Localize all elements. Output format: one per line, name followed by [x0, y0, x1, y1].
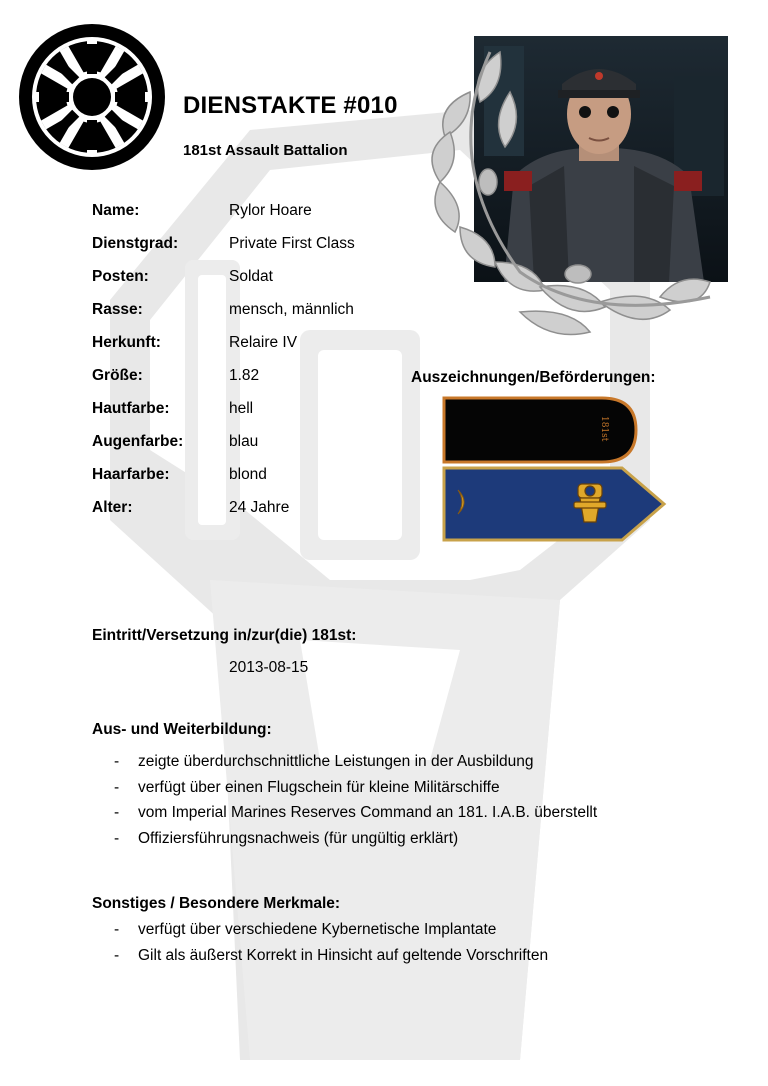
shoulder-board-label: 181st [599, 416, 609, 442]
info-label: Dienstgrad: [92, 235, 179, 252]
entry-date: 2013-08-15 [229, 659, 309, 676]
info-label: Alter: [92, 499, 133, 516]
info-label: Name: [92, 202, 140, 219]
imperial-emblem-icon [17, 22, 167, 172]
list-item-text: zeigte überdurchschnittliche Leistungen in der Ausbildung [138, 753, 534, 770]
info-value: Private First Class [229, 235, 355, 252]
bullet-dash: - [114, 753, 120, 770]
portrait-frame [410, 32, 730, 352]
document-subtitle: 181st Assault Battalion [183, 142, 348, 159]
list-item-text: verfügt über verschiedene Kybernetische Implantate [138, 921, 497, 938]
shoulder-board-icon [442, 396, 638, 464]
misc-heading: Sonstiges / Besondere Merkmale: [92, 895, 341, 912]
awards-heading: Auszeichnungen/Beförderungen: [411, 369, 656, 386]
list-item-text: verfügt über einen Flugschein für kleine Militärschiffe [138, 778, 500, 796]
entry-heading: Eintritt/Versetzung in/zur(die) 181st: [92, 627, 357, 644]
oak-wreath-icon [410, 32, 730, 352]
info-label: Hautfarbe: [92, 400, 170, 417]
info-value: 24 Jahre [229, 499, 290, 516]
info-label: Rasse: [92, 301, 143, 318]
info-value: Rylor Hoare [229, 202, 312, 219]
info-value: Soldat [229, 268, 273, 285]
info-label: Größe: [92, 367, 143, 384]
info-value: blau [229, 433, 259, 450]
info-value: 1.82 [229, 367, 260, 384]
info-label: Augenfarbe: [92, 433, 184, 450]
bullet-dash: - [114, 946, 120, 964]
list-item-text: Offiziersführungsnachweis (für ungültig erklärt) [138, 829, 459, 847]
info-value: blond [229, 466, 267, 483]
bullet-dash: - [114, 829, 120, 847]
rank-strap-icon [442, 466, 668, 542]
bullet-dash: - [114, 804, 120, 821]
info-value: mensch, männlich [229, 301, 354, 318]
document-title: DIENSTAKTE #010 [183, 92, 398, 119]
info-label: Posten: [92, 268, 149, 285]
info-value: hell [229, 400, 254, 417]
info-label: Herkunft: [92, 334, 161, 351]
training-heading: Aus- und Weiterbildung: [92, 721, 272, 738]
info-label: Haarfarbe: [92, 466, 170, 483]
bullet-dash: - [114, 921, 120, 938]
list-item-text: Gilt als äußerst Korrekt in Hinsicht auf geltende Vorschriften [138, 946, 549, 964]
list-item-text: vom Imperial Marines Reserves Command an 181. I.A.B. überstellt [138, 804, 598, 821]
bullet-dash: - [114, 778, 120, 796]
info-value: Relaire IV [229, 334, 298, 351]
